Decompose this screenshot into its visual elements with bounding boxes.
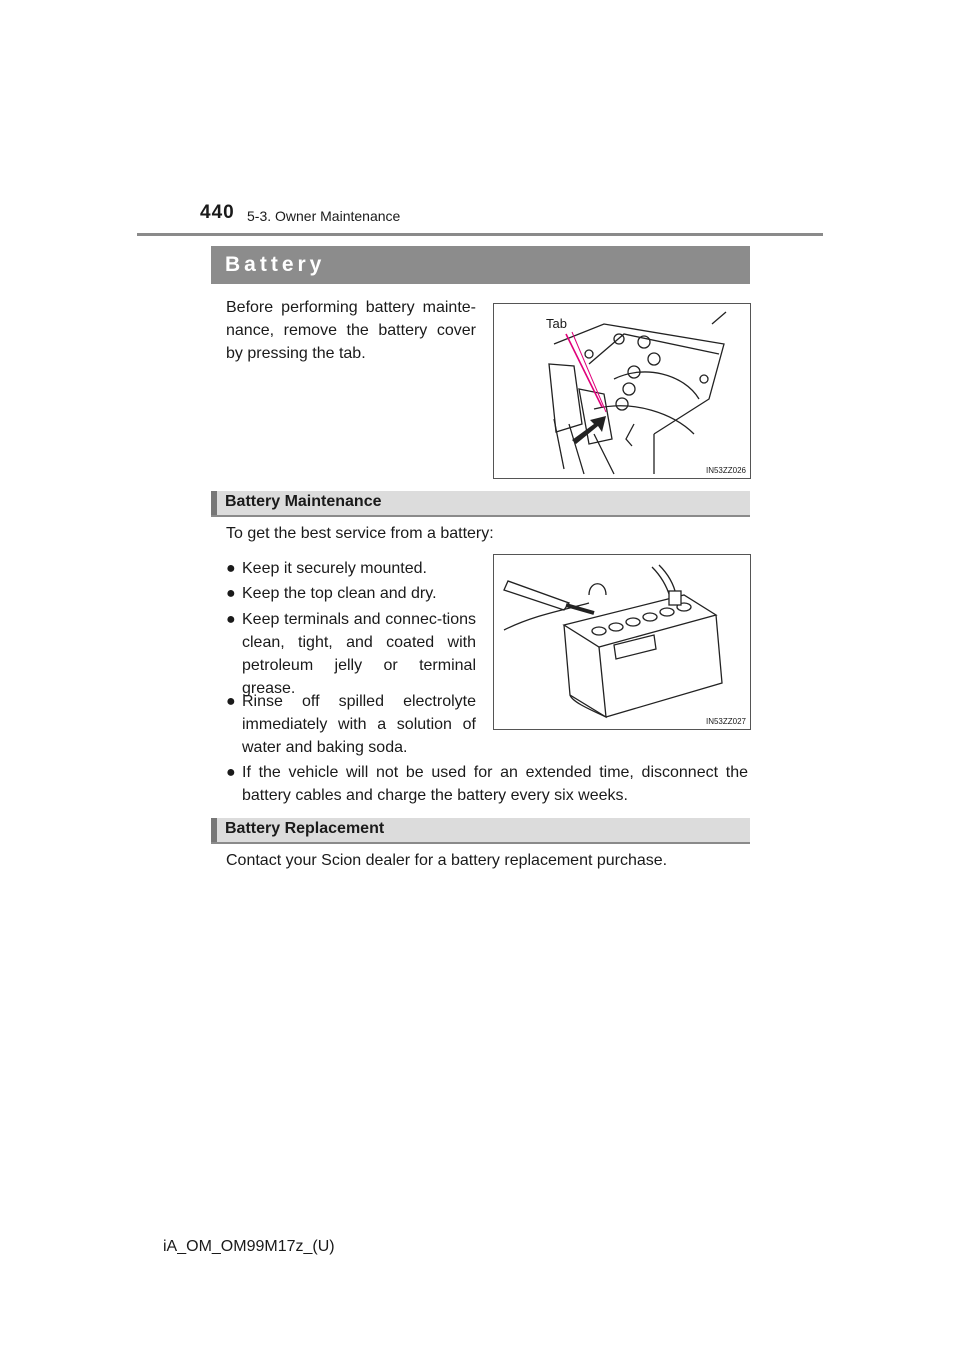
figure-code: IN53ZZ026	[705, 466, 746, 475]
replacement-heading: Battery Replacement	[225, 820, 385, 837]
bullet-icon: ●	[226, 764, 236, 781]
battery-cover-illustration	[494, 304, 750, 478]
intro-paragraph: Before performing battery mainte-nance, remove the battery cover by pressing the tab.	[226, 299, 476, 362]
figure-code: IN53ZZ027	[705, 717, 746, 726]
battery-cleaning-figure	[493, 554, 751, 730]
page-title: Battery	[225, 253, 326, 276]
maintenance-lead: To get the best service from a battery:	[226, 525, 494, 542]
footer-code: iA_OM_OM99M17z_(U)	[163, 1238, 335, 1255]
bullet-icon: ●	[226, 611, 236, 628]
replacement-text: Contact your Scion dealer for a battery replacement purchase.	[226, 852, 668, 869]
battery-cover-figure	[493, 303, 751, 479]
maintenance-heading-bar	[211, 491, 750, 517]
tab-callout: Tab	[546, 316, 567, 331]
bullet-icon: ●	[226, 560, 236, 577]
bullet-icon: ●	[226, 693, 236, 710]
page-number: 440	[200, 202, 235, 223]
header-rule	[137, 233, 823, 236]
maintenance-heading: Battery Maintenance	[225, 493, 382, 510]
replacement-heading-bar	[211, 818, 750, 844]
title-bar	[211, 246, 750, 284]
section-reference: 5-3. Owner Maintenance	[247, 208, 401, 224]
battery-cleaning-illustration	[494, 555, 750, 729]
bullet-icon: ●	[226, 585, 236, 602]
